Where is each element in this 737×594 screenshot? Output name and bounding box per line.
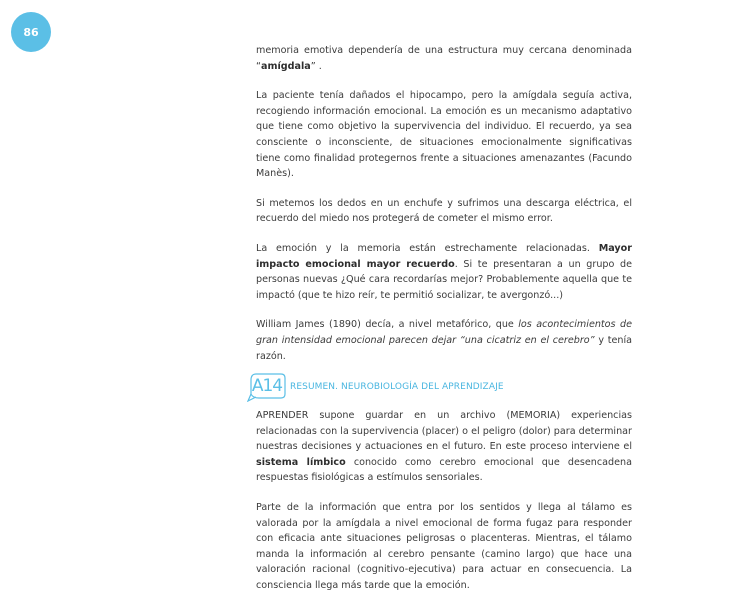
section-speech-bubble-icon xyxy=(247,372,287,402)
text: . Si te presentaran a un grupo de personas nuevas ¿Qué cara recordarías mejor? Probablemente aquella que te impactó (que te hizo reír, te permitió socializar, te avergonzó...) xyxy=(256,258,632,301)
italic-quote: los acontecimientos de gran intensidad emocional parecen dejar “una cicatriz en el cerebro” xyxy=(256,319,632,346)
bold-term-sistema-limbico: sistema límbico xyxy=(256,456,346,468)
text: La emoción y la memoria están estrechamente relacionadas. xyxy=(256,242,599,254)
text: memoria emotiva dependería de una estructura muy cercana denominada “ xyxy=(256,45,632,72)
paragraph-paciente: La paciente tenía dañados el hipocampo, pero la amígdala seguía activa, recogiendo información emocional. La emoción es un mecanismo adaptativo que tiene como objetivo la supervivencia del individuo. El recuerdo, ya sea consciente o inconsciente, de situaciones emocionalmente significativas tiene como finalidad protegernos frente a situaciones amenazantes (Facundo Manès). xyxy=(256,90,632,180)
text: William James (1890) decía, a nivel metafórico, que xyxy=(256,319,519,331)
main-text-column xyxy=(251,43,633,594)
paragraph-amigdala xyxy=(256,43,632,74)
text: ” . xyxy=(310,60,322,72)
paragraph-emocion-memoria xyxy=(256,241,632,303)
bold-term-amigdala: amígdala xyxy=(260,60,311,72)
section-code: A14 xyxy=(251,376,283,397)
section-header xyxy=(247,372,632,402)
text: y tenía razón. xyxy=(256,334,633,362)
section-title: RESUMEN. NEUROBIOLOGÍA DEL APRENDIZAJE xyxy=(290,382,504,393)
paragraph-talamo: Parte de la información que entra por los sentidos y llega al tálamo es valorada por la amígdala a nivel emocional de forma fugaz para responder con eficacia ante situaciones peligrosas o placenteras. Mientras, el tálamo manda la información al cerebro pensante (camino largo) que hace una valoración racional (cognitivo-ejecutiva) para actuar en consecuencia. La consciencia llega más tarde que la emoción. xyxy=(256,502,632,592)
paragraph-william-james xyxy=(256,317,632,364)
page-number: 86 xyxy=(23,25,39,39)
paragraph-aprender xyxy=(256,408,632,486)
paragraph-enchufe: Si metemos los dedos en un enchufe y sufrimos una descarga eléctrica, el recuerdo del miedo nos protegerá de cometer el mismo error. xyxy=(256,197,632,225)
page-number-badge xyxy=(11,12,51,52)
text: APRENDER supone guardar en un archivo (MEMORIA) experiencias relacionadas con la supervivencia (placer) o el peligro (dolor) para determinar nuestras decisiones y actuaciones en el futuro. En este proceso interviene el xyxy=(256,410,632,453)
text: conocido como cerebro emocional que desencadena respuestas fisiológicas a estímulos sensoriales. xyxy=(256,456,632,484)
bold-phrase-impacto: Mayor impacto emocional mayor recuerdo xyxy=(256,242,632,270)
